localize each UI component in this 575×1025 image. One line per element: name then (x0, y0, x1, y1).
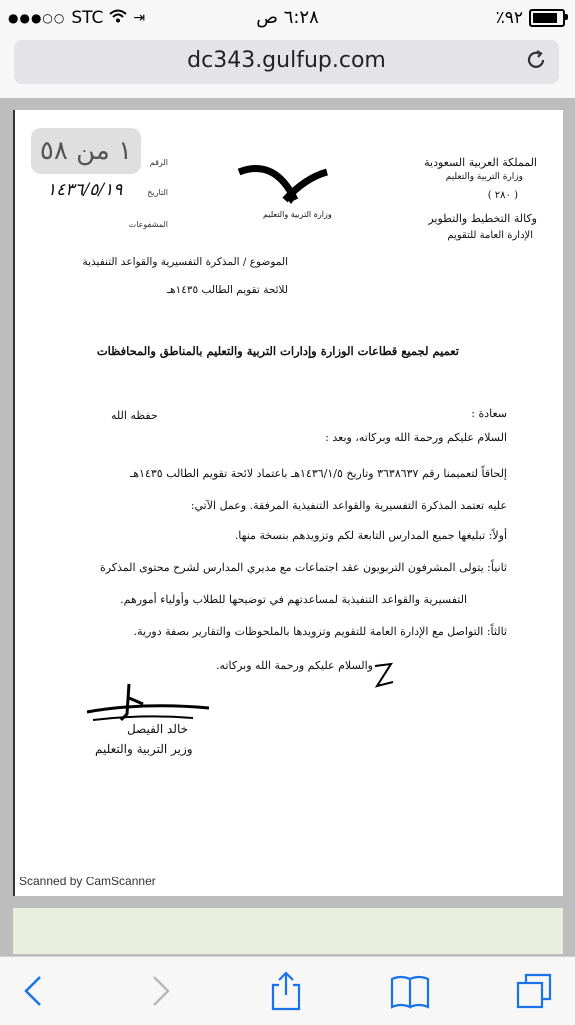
closing: والسلام عليكم ورحمة الله وبركاته. (216, 659, 373, 672)
battery-group (496, 8, 565, 28)
page-counter: ١ من ٥٨ (31, 128, 141, 174)
next-page-preview (13, 908, 563, 954)
subject-line-2: للائحة تقويم الطالب ١٤٣٥هـ (166, 284, 288, 296)
logo-caption: وزارة التربية والتعليم (263, 210, 332, 219)
clock: ٦:٢٨ ص (256, 7, 319, 28)
share-icon (266, 971, 306, 1011)
carrier-name: STC (71, 8, 104, 28)
battery-percent: ٪٩٢ (495, 8, 523, 28)
url-text: dc343.gulfup.com (187, 48, 386, 73)
tabs-icon (514, 971, 554, 1011)
agency-name: وكالة التخطيط والتطوير (428, 212, 537, 225)
back-button[interactable] (14, 971, 54, 1011)
forward-chevron-icon (140, 971, 180, 1011)
kingdom-name: المملكة العربية السعودية (424, 156, 537, 169)
ministry-name: وزارة التربية والتعليم (445, 172, 523, 182)
item-2a: ثانياً: يتولى المشرفون التربويون عقد اجتماعات مع مديري المدارس لشرح محتوى المذكرة (99, 561, 507, 574)
paragraph-2: عليه تعتمد المذكرة التفسيرية والقواعد التنفيذية المرفقة. وعمل الآتي: (190, 499, 507, 512)
signer-name: خالد الفيصل (127, 722, 189, 736)
subject-line-1: الموضوع / المذكرة التفسيرية والقواعد التنفيذية (82, 256, 288, 268)
browser-chrome (0, 36, 575, 99)
scanner-watermark: Scanned by CamScanner (19, 877, 156, 888)
item-1: أولاً: تبليغها جميع المدارس التابعة لكم وتزويدهم بنسخة منها. (234, 529, 507, 542)
handwritten-date: ١٤٣٦/٥/١٩ (47, 180, 123, 200)
page-content[interactable] (0, 98, 575, 956)
tabs-button[interactable] (514, 971, 554, 1011)
greeting: السلام عليكم ورحمة الله وبركاته، وبعد : (325, 431, 507, 444)
salutation-label: سعادة : (471, 407, 507, 420)
sync-icon: ⇥ (133, 10, 146, 26)
document-page (13, 110, 563, 896)
salutation-honorific: حفظه الله (111, 409, 158, 422)
address-bar[interactable] (14, 40, 559, 84)
attachments-label: المشفوعات (128, 220, 168, 229)
reload-icon[interactable] (525, 49, 547, 71)
ref-number: ( ٢٨٠ ) (487, 190, 518, 201)
date-label: التاريخ (147, 188, 168, 197)
paragraph-1: إلحاقاً لتعميمنا رقم ٣٦٣٨٦٣٧ وتاريخ ١٤٣٦/١/٥هـ باعتماد لائحة تقويم الطالب ١٤٣٥هـ (129, 467, 507, 480)
item-2b: التفسيرية والقواعد التنفيذية لمساعدتهم في توضيحها للطلاب وأولياء أمورهم. (120, 593, 467, 606)
book-icon (390, 971, 430, 1011)
page-edge (13, 110, 15, 896)
browser-toolbar (0, 956, 575, 1025)
signal-strength-icon: ●●●○○ (8, 11, 66, 25)
battery-icon (529, 9, 565, 27)
status-bar (0, 0, 575, 36)
bookmarks-button[interactable] (390, 971, 430, 1011)
number-label: الرقم (149, 158, 168, 167)
department-name: الإدارة العامة للتقويم (447, 230, 533, 241)
share-button[interactable] (266, 971, 306, 1011)
back-chevron-icon (14, 971, 54, 1011)
item-3: ثالثاً: التواصل مع الإدارة العامة للتقويم وتزويدها بالملحوظات والتقارير بصفة دورية. (133, 625, 507, 638)
signer-title: وزير التربية والتعليم (95, 742, 193, 756)
forward-button[interactable] (140, 971, 180, 1011)
circular-title: تعميم لجميع قطاعات الوزارة وإدارات التربية والتعليم بالمناطق والمحافظات (96, 344, 459, 358)
initials-mark (371, 660, 397, 694)
